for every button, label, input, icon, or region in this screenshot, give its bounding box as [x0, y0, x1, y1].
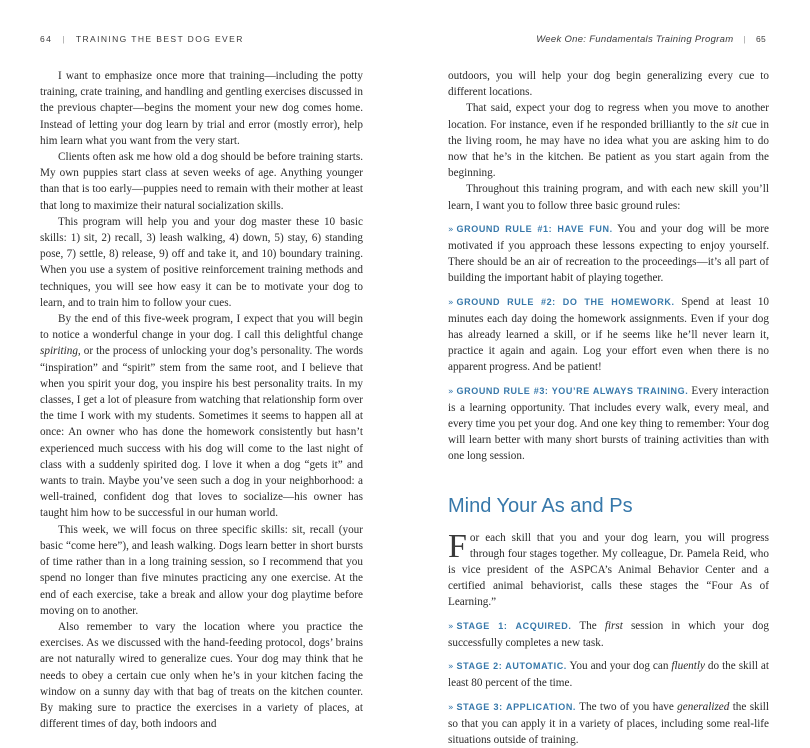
- left-page-body: [40, 68, 363, 732]
- stage-label: STAGE 2: AUTOMATIC.: [457, 661, 567, 671]
- emphasis-first: first: [605, 620, 623, 632]
- double-chevron-right-icon: »: [448, 619, 454, 635]
- left-page-number: 64: [40, 34, 52, 44]
- body-paragraph: This program will help you and your dog master these 10 basic skills: 1) sit, 2) recall, 3) leash walking, 4) down, 5) stay, 6) standing pose, 7) settle, 8) release, 9) off and take it, and 10) boundary training. When you use a system of positive reinforcement training methods and techniques, you will see how easy it can be to motivate your dog to learn, and to train him to follow your cues.: [40, 214, 363, 311]
- ground-rule-2: [448, 294, 769, 376]
- ground-rule-label: GROUND RULE #3: YOU’RE ALWAYS TRAINING.: [457, 386, 689, 396]
- right-page-body: [448, 68, 769, 748]
- body-paragraph: [40, 311, 363, 522]
- text-run: The: [571, 620, 604, 632]
- text-run: cue in the living room, he may have no idea what you are asking him to do now that he’s in the kitchen. Be patient as you start again from the beginning.: [448, 119, 769, 180]
- right-page-number: 65: [756, 34, 766, 44]
- left-running-header: [40, 34, 244, 44]
- ground-rule-1: [448, 221, 769, 287]
- stage-1: [448, 618, 769, 651]
- double-chevron-right-icon: »: [448, 222, 454, 238]
- ground-rule-label: GROUND RULE #2: DO THE HOMEWORK.: [457, 297, 675, 307]
- continued-paragraph: outdoors, you will help your dog begin generalizing every cue to different locations.: [448, 68, 769, 100]
- right-running-header: [536, 34, 766, 45]
- stage-3: [448, 699, 769, 748]
- body-paragraph: Throughout this training program, and with each new skill you’ll learn, I want you to follow three basic ground rules:: [448, 181, 769, 213]
- double-chevron-right-icon: »: [448, 295, 454, 311]
- text-run: do the skill at least 80 percent of the time.: [448, 660, 769, 689]
- text-run: session in which your dog successfully completes a new task.: [448, 620, 769, 649]
- double-chevron-right-icon: »: [448, 384, 454, 400]
- header-separator: |: [743, 34, 746, 44]
- double-chevron-right-icon: »: [448, 700, 454, 716]
- right-chapter-title: Week One: Fundamentals Training Program: [536, 34, 733, 45]
- ground-rule-text: Every interaction is a learning opportunity. That includes every walk, every meal, and every time you pet your dog. And one key thing to remember: Your dog will learn better with many short bursts of training activities than with one long session.: [448, 385, 769, 463]
- text-run: That said, expect your dog to regress when you move to another location. For instance, even if he responded brilliantly to the: [448, 102, 769, 130]
- left-book-title: TRAINING THE BEST DOG EVER: [76, 34, 244, 44]
- text-run: or each skill that you and your dog learn, you will progress through four stages together. My colleague, Dr. Pamela Reid, who is vice president of the ASPCA’s Animal Behavior Center and a certified animal behaviorist, calls these stages the “Four As of Learning.”: [448, 532, 769, 609]
- body-paragraph: I want to emphasize once more that training—including the potty training, crate training, and handling and gentling exercises discussed in the previous chapter—begins the moment your new dog comes home. Instead of letting your dog learn by trial and error (mostly error), help him learn what you want from the very start.: [40, 68, 363, 149]
- ground-rule-label: GROUND RULE #1: HAVE FUN.: [457, 224, 613, 234]
- intro-paragraph: [448, 530, 769, 611]
- text-run: or the process of unlocking your dog’s personality. The words “inspiration” and “spirit” stem from the same root, and I believe that when you spirit your dog, you inspire his best personality traits. In my classes, I get a lot of pleasure from watching that relationship form over the time I work with my students. Sometimes it seems to happen all at once: An owner who has done the homework consistently but hasn’t experienced much success with his dog will come to the last night of class with a suddenly spirited dog. I love it when a dog “gets it” and wants to train. Maybe you’ve seen such a dog in your neighborhood: a well-trained, confident dog that loves to socialize—his owner has taught him how to be successful in our human world.: [40, 345, 363, 519]
- body-paragraph: This week, we will focus on three specific skills: sit, recall (your basic “come here”), and leash walking. Dogs learn better in short bursts of time rather than in a long training session, so I recommend that you spend no longer than five minutes practicing any one exercise. At the end of each exercise, take a break and allow your dog playtime before moving on to another.: [40, 522, 363, 619]
- emphasis-fluently: fluently: [671, 660, 705, 672]
- text-run: The two of you have: [576, 701, 677, 713]
- body-paragraph: Also remember to vary the location where you practice the exercises. As we discussed with the hand-feeding protocol, dogs’ brains are not naturally wired to generalize cues. Your dog may think that he needs to obey a certain cue only when he’s in your kitchen facing the window on a sunny day with that bag of treats on the kitchen counter. By making sure to practice the exercises in a variety of places, at different times of day, both indoors and: [40, 619, 363, 732]
- emphasis-sit: sit: [727, 119, 738, 131]
- section-heading: Mind Your As and Ps: [448, 494, 769, 518]
- emphasis-spiriting: spiriting,: [40, 345, 81, 357]
- ground-rule-3: [448, 383, 769, 465]
- drop-cap: F: [448, 532, 467, 562]
- body-paragraph: Clients often ask me how old a dog should be before training starts. My own puppies start class at seven weeks of age. Anything younger than that is too early—puppies need to remain with their mother at least that long to maximize their natural socialization skills.: [40, 149, 363, 214]
- emphasis-generalized: generalized: [677, 701, 729, 713]
- text-run: the skill so that you can apply it in a variety of places, including some real-life situations outside of training.: [448, 701, 769, 746]
- text-run: You and your dog can: [567, 660, 671, 672]
- ground-rule-text: Spend at least 10 minutes each day doing the homework assignments. Even if your dog has already learned a skill, or if he seems like he’ll never learn it, practice it again and again. Log your effort even when there is no apparent progress. And be patient!: [448, 296, 769, 374]
- body-paragraph: [448, 100, 769, 181]
- stage-label: STAGE 1: ACQUIRED.: [457, 621, 572, 631]
- text-run: By the end of this five-week program, I expect that you will begin to notice a wonderful change in your dog. I call this delightful change: [40, 313, 363, 341]
- ground-rule-text: You and your dog will be more motivated if you approach these lessons expecting to enjoy yourself. There should be an air of recreation to the proceedings—it’s all part of building the important habit of playing together.: [448, 223, 769, 285]
- header-separator: |: [62, 34, 66, 44]
- double-chevron-right-icon: »: [448, 659, 454, 675]
- stage-label: STAGE 3: APPLICATION.: [457, 702, 577, 712]
